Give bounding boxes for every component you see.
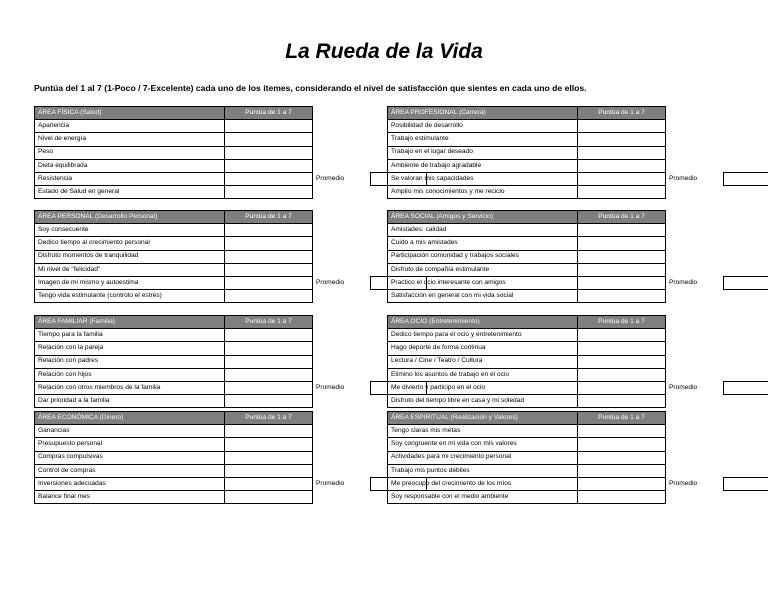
score-field[interactable]: [578, 120, 666, 133]
item-label: Ganancias: [35, 425, 225, 438]
area-detail: (Realización y Valores): [450, 413, 518, 421]
score-field[interactable]: [225, 477, 313, 490]
item-label: Practico el ocio interesante con amigos: [388, 276, 578, 289]
table-row: [35, 342, 427, 355]
area-name: ÁREA PROFESIONAL: [391, 108, 458, 116]
score-column-header: Puntúa de 1 a 7: [225, 107, 313, 120]
score-field[interactable]: [578, 381, 666, 394]
score-field[interactable]: [225, 381, 313, 394]
score-column-header: Puntúa de 1 a 7: [578, 107, 666, 120]
item-label: Disfruto de compañía estimulante: [388, 263, 578, 276]
score-field[interactable]: [225, 172, 313, 185]
score-field[interactable]: [225, 276, 313, 289]
table-row: [388, 186, 768, 199]
average-label: Promedio: [316, 479, 345, 487]
score-field[interactable]: [578, 146, 666, 159]
table-row: [388, 425, 768, 438]
table-row: [388, 464, 768, 477]
area-title: [388, 107, 578, 120]
table-row: [35, 276, 427, 289]
table-row: [388, 250, 768, 263]
score-field[interactable]: [225, 263, 313, 276]
item-label: Dieta equilibrada: [35, 159, 225, 172]
item-label: Mi nivel de "felicidad": [35, 263, 225, 276]
score-field[interactable]: [578, 477, 666, 490]
table-row: [35, 263, 427, 276]
score-field[interactable]: [578, 355, 666, 368]
item-label: Tengo claras mis metas: [388, 425, 578, 438]
score-field[interactable]: [225, 438, 313, 451]
item-label: Cuido a mis amistades: [388, 237, 578, 250]
area-personal-table: [34, 210, 427, 303]
area-espiritual-section: [387, 411, 768, 504]
average-field[interactable]: [724, 276, 768, 289]
table-row: [388, 438, 768, 451]
area-name: ÁREA PERSONAL: [38, 212, 94, 220]
item-label: Soy congruente en mi vida con mis valores: [388, 438, 578, 451]
average-label: Promedio: [669, 383, 698, 391]
average-label: Promedio: [669, 479, 698, 487]
area-ocio-table: [387, 315, 768, 408]
item-label: Trabajo estimulante: [388, 133, 578, 146]
item-label: Soy consecuente: [35, 224, 225, 237]
item-label: Apariencia: [35, 120, 225, 133]
table-row: [388, 120, 768, 133]
item-label: Dar prioridad a la familia: [35, 395, 225, 408]
table-row: [388, 237, 768, 250]
area-detail: (Familia): [89, 317, 115, 325]
table-header-row: [35, 107, 427, 120]
item-label: Control de compras: [35, 464, 225, 477]
area-title: [388, 412, 578, 425]
item-label: Compras compulsivas: [35, 451, 225, 464]
score-column-header: Puntúa de 1 a 7: [578, 316, 666, 329]
area-familiar-section: [34, 315, 427, 408]
table-row: [35, 425, 427, 438]
page-title: La Rueda de la Vida: [285, 40, 483, 63]
area-personal-section: [34, 210, 427, 303]
score-field[interactable]: [578, 290, 666, 303]
table-row: [35, 159, 427, 172]
table-header-row: [388, 211, 768, 224]
average-label: Promedio: [316, 278, 345, 286]
average-label: Promedio: [316, 383, 345, 391]
table-row: [35, 329, 427, 342]
item-label: Posibilidad de desarrollo: [388, 120, 578, 133]
item-label: Se valoran mis capacidades: [388, 172, 578, 185]
score-field[interactable]: [578, 342, 666, 355]
table-row: [35, 491, 427, 504]
table-row: [35, 224, 427, 237]
table-row: [35, 438, 427, 451]
score-field[interactable]: [225, 224, 313, 237]
score-field[interactable]: [578, 276, 666, 289]
score-field[interactable]: [578, 133, 666, 146]
item-label: Balance final mes: [35, 491, 225, 504]
area-title: [35, 211, 225, 224]
score-field[interactable]: [225, 355, 313, 368]
area-detail: (Dinero): [99, 413, 124, 421]
item-label: Ambiente de trabajo agradable: [388, 159, 578, 172]
table-row: [388, 381, 768, 394]
area-name: ÁREA ECONÓMICA: [38, 413, 98, 421]
area-espiritual-table: [387, 411, 768, 504]
table-row: [388, 263, 768, 276]
area-title: [388, 316, 578, 329]
score-field[interactable]: [225, 237, 313, 250]
item-label: Tiempo para la familia: [35, 329, 225, 342]
table-row: [388, 329, 768, 342]
area-economica-section: [34, 411, 427, 504]
table-header-row: [388, 107, 768, 120]
area-detail: (Desarrollo Personal): [94, 212, 158, 220]
score-column-header: Puntúa de 1 a 7: [225, 211, 313, 224]
item-label: Lectura / Cine / Teatro / Cultura: [388, 355, 578, 368]
score-field[interactable]: [225, 120, 313, 133]
average-field[interactable]: [724, 381, 768, 394]
table-row: [35, 477, 427, 490]
score-field[interactable]: [225, 451, 313, 464]
score-field[interactable]: [225, 146, 313, 159]
area-detail: (Carrera): [458, 108, 486, 116]
score-field[interactable]: [225, 159, 313, 172]
item-label: Dedico tiempo para el ocio y entretenimiento: [388, 329, 578, 342]
area-name: ÁREA ESPIRITUAL: [391, 413, 449, 421]
item-label: Trabajo mis puntos débiles: [388, 464, 578, 477]
score-field[interactable]: [225, 464, 313, 477]
table-row: [388, 355, 768, 368]
table-row: [35, 355, 427, 368]
table-row: [35, 395, 427, 408]
average-field[interactable]: [724, 477, 768, 490]
table-row: [35, 250, 427, 263]
table-row: [388, 172, 768, 185]
table-row: [35, 120, 427, 133]
area-detail: (Entretenimiento): [429, 317, 480, 325]
area-name: ÁREA OCIO: [391, 317, 428, 325]
table-row: [35, 290, 427, 303]
item-label: Disfruto del tiempo libre en casa y mi soledad: [388, 395, 578, 408]
item-label: Elimino los asuntos de trabajo en el ocio: [388, 368, 578, 381]
score-column-header: Puntúa de 1 a 7: [225, 412, 313, 425]
score-field[interactable]: [225, 368, 313, 381]
score-field[interactable]: [578, 395, 666, 408]
instructions: Puntúa del 1 al 7 (1-Poco / 7-Excelente) cada uno de los ítemes, considerando el nivel de satisfacción que sientes en cada uno de ellos.: [34, 83, 587, 93]
score-column-header: Puntúa de 1 a 7: [578, 211, 666, 224]
item-label: Actividades para mi crecimiento personal: [388, 451, 578, 464]
table-header-row: [388, 412, 768, 425]
score-field[interactable]: [225, 491, 313, 504]
area-title: [35, 107, 225, 120]
table-row: [35, 368, 427, 381]
score-field[interactable]: [578, 368, 666, 381]
table-header-row: [35, 412, 427, 425]
table-row: [388, 290, 768, 303]
table-row: [388, 133, 768, 146]
item-label: Estado de Salud en general: [35, 186, 225, 199]
area-name: ÁREA FAMILIAR: [38, 317, 88, 325]
item-label: Relación con otros miembros de la familia: [35, 381, 225, 394]
item-label: Satisfacción en general con mi vida social: [388, 290, 578, 303]
table-row: [388, 491, 768, 504]
table-row: [35, 381, 427, 394]
item-label: Nivel de energía: [35, 133, 225, 146]
score-field[interactable]: [578, 438, 666, 451]
item-label: Inversiones adecuadas: [35, 477, 225, 490]
table-row: [388, 224, 768, 237]
score-field[interactable]: [225, 425, 313, 438]
score-field[interactable]: [225, 133, 313, 146]
average-label: Promedio: [669, 278, 698, 286]
score-field[interactable]: [225, 395, 313, 408]
table-row: [35, 146, 427, 159]
average-label: Promedio: [669, 174, 698, 182]
table-header-row: [35, 316, 427, 329]
score-field[interactable]: [578, 186, 666, 199]
area-profesional-section: [387, 106, 768, 199]
score-field[interactable]: [225, 250, 313, 263]
area-title: [35, 412, 225, 425]
table-header-row: [388, 316, 768, 329]
area-title: [388, 211, 578, 224]
item-label: Participación comunidad y trabajos sociales: [388, 250, 578, 263]
item-label: Me divierto y participo en el ocio: [388, 381, 578, 394]
score-field[interactable]: [578, 224, 666, 237]
score-field[interactable]: [578, 263, 666, 276]
area-social-table: [387, 210, 768, 303]
table-row: [388, 146, 768, 159]
score-field[interactable]: [578, 491, 666, 504]
area-fisica-section: [34, 106, 427, 199]
score-field[interactable]: [578, 172, 666, 185]
score-field[interactable]: [225, 186, 313, 199]
score-column-header: Puntúa de 1 a 7: [578, 412, 666, 425]
item-label: Me preocupo del crecimiento de los míos: [388, 477, 578, 490]
score-field[interactable]: [578, 464, 666, 477]
average-label: Promedio: [316, 174, 345, 182]
area-ocio-section: [387, 315, 768, 408]
area-fisica-table: [34, 106, 427, 199]
table-row: [388, 276, 768, 289]
item-label: Hago deporte de forma continua: [388, 342, 578, 355]
area-economica-table: [34, 411, 427, 504]
item-label: Relación con padres: [35, 355, 225, 368]
table-row: [388, 159, 768, 172]
item-label: Dedico tiempo al crecimiento personal: [35, 237, 225, 250]
average-field[interactable]: [724, 172, 768, 185]
score-field[interactable]: [578, 425, 666, 438]
item-label: Relación con la pareja: [35, 342, 225, 355]
item-label: Trabajo en el lugar deseado: [388, 146, 578, 159]
score-field[interactable]: [578, 237, 666, 250]
score-field[interactable]: [578, 451, 666, 464]
item-label: Disfruto momentos de tranquilidad: [35, 250, 225, 263]
item-label: Presupuesto personal: [35, 438, 225, 451]
area-name: ÁREA SOCIAL: [391, 212, 435, 220]
table-row: [388, 342, 768, 355]
score-field[interactable]: [578, 159, 666, 172]
score-field[interactable]: [225, 342, 313, 355]
item-label: Amplío mis conocimientos y me reciclo: [388, 186, 578, 199]
item-label: Soy responsable con el medio ambiente: [388, 491, 578, 504]
table-row: [388, 395, 768, 408]
item-label: Imagen de mi mismo y autoestima: [35, 276, 225, 289]
item-label: Peso: [35, 146, 225, 159]
score-column-header: Puntúa de 1 a 7: [225, 316, 313, 329]
score-field[interactable]: [225, 290, 313, 303]
score-field[interactable]: [578, 250, 666, 263]
table-row: [35, 172, 427, 185]
score-field[interactable]: [578, 329, 666, 342]
score-field[interactable]: [225, 329, 313, 342]
table-row: [388, 451, 768, 464]
item-label: Amistades: calidad: [388, 224, 578, 237]
item-label: Tengo vida estimulante (controlo el estrés): [35, 290, 225, 303]
table-row: [388, 368, 768, 381]
table-row: [35, 133, 427, 146]
table-header-row: [35, 211, 427, 224]
item-label: Resistencia: [35, 172, 225, 185]
table-row: [35, 464, 427, 477]
area-detail: (Salud): [80, 108, 102, 116]
area-detail: (Amigos y Servicio): [436, 212, 494, 220]
area-title: [35, 316, 225, 329]
area-profesional-table: [387, 106, 768, 199]
table-row: [35, 451, 427, 464]
area-social-section: [387, 210, 768, 303]
table-row: [35, 186, 427, 199]
area-name: ÁREA FÍSICA: [38, 108, 79, 116]
item-label: Relación con hijos: [35, 368, 225, 381]
area-familiar-table: [34, 315, 427, 408]
table-row: [35, 237, 427, 250]
table-row: [388, 477, 768, 490]
